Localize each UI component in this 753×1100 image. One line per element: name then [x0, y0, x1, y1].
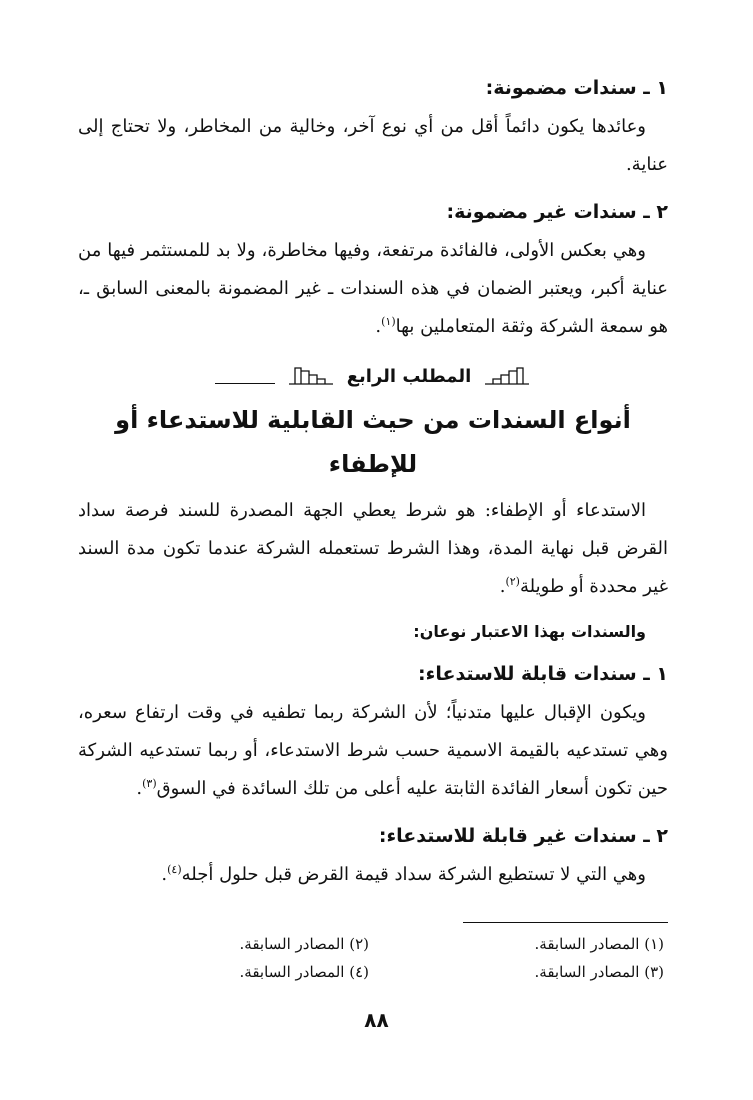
divider-line	[215, 369, 275, 384]
section-marker-label: المطلب الرابع	[346, 365, 472, 387]
footnote-divider	[463, 922, 668, 923]
heading-unguaranteed-bonds: ٢ ـ سندات غير مضمونة:	[446, 201, 668, 223]
footnote-ref-2[interactable]: (٢)	[505, 575, 520, 588]
section-marker	[78, 356, 668, 396]
paragraph-text: ويكون الإقبال عليها متدنياً؛ لأن الشركة ربما تطفيه في وقت ارتفاع سعره، وهي تستدعيه بالقيمة الاسمية حسب شرط الاستدعاء، أو ربما تستدعيه الشركة حين تكون أسعار الفائدة الثابتة عليه أعلى من تلك السائدة في السوق	[78, 702, 668, 799]
punctuation: .	[136, 778, 143, 799]
footnote-1: (١) المصادر السابقة.	[534, 935, 664, 953]
paragraph-guaranteed-bonds	[78, 108, 668, 184]
paragraph-text: وهي التي لا تستطيع الشركة سداد قيمة القرض قبل حلول أجله	[181, 864, 646, 885]
paragraph-callable-bonds	[78, 694, 668, 808]
paragraph-unguaranteed-bonds: وهي بعكس الأولى، فالفائدة مرتفعة، وفيها مخاطرة، ولا بد للمستثمر فيها من عناية أكبر، ويعتبر الضمان في هذه السندات ـ غير المضمونة بالمعنى السابق ـ، هو سمعة الشركة وثقة المتعاملين بها$^{(١)}$.	[78, 240, 668, 337]
stairs-ornament-icon	[287, 367, 335, 385]
paragraph-intro	[78, 492, 668, 606]
paragraph-text: الاستدعاء أو الإطفاء: هو شرط يعطي الجهة المصدرة للسند فرصة سداد القرض قبل نهاية المدة، وهذا الشرط تستعمله الشركة عندما تكون مدة السند غير محددة أو طويلة	[78, 500, 668, 597]
page-body	[78, 68, 668, 902]
paragraph-text: وعائدها يكون دائماً أقل من أي نوع آخر، وخالية من المخاطر، ولا تحتاج إلى عناية.	[78, 116, 668, 175]
subheading-two-types: والسندات بهذا الاعتبار نوعان:	[413, 622, 646, 641]
footnote-ref-1[interactable]: (١)	[381, 315, 396, 328]
footnote-ref-4[interactable]: (٤)	[167, 863, 182, 876]
footnote-4: (٤) المصادر السابقة.	[239, 963, 369, 981]
page-number: ٨٨	[364, 1008, 389, 1032]
heading-non-callable-bonds: ٢ ـ سندات غير قابلة للاستدعاء:	[378, 825, 668, 847]
punctuation: .	[161, 864, 168, 885]
main-title: أنواع السندات من حيث القابلية للاستدعاء أو للإطفاء	[115, 406, 631, 478]
stairs-ornament-icon	[483, 367, 531, 385]
footnote-ref-3[interactable]: (٣)	[142, 777, 157, 790]
paragraph-text: وهي بعكس الأولى، فالفائدة مرتفعة، وفيها مخاطرة، ولا بد للمستثمر فيها من عناية أكبر، ويعتبر الضمان في هذه السندات ـ غير المضمونة بالمعنى السابق ـ، هو سمعة الشركة وثقة المتعاملين بها	[78, 240, 668, 337]
heading-callable-bonds: ١ ـ سندات قابلة للاستدعاء:	[418, 663, 668, 685]
footnote-3: (٣) المصادر السابقة.	[534, 963, 664, 981]
footnote-list	[78, 931, 668, 985]
heading-guaranteed-bonds: ١ ـ سندات مضمونة:	[485, 77, 668, 99]
punctuation: .	[499, 576, 506, 597]
footnotes	[78, 922, 668, 985]
footnote-2: (٢) المصادر السابقة.	[239, 935, 369, 953]
paragraph-non-callable-bonds	[78, 856, 668, 894]
